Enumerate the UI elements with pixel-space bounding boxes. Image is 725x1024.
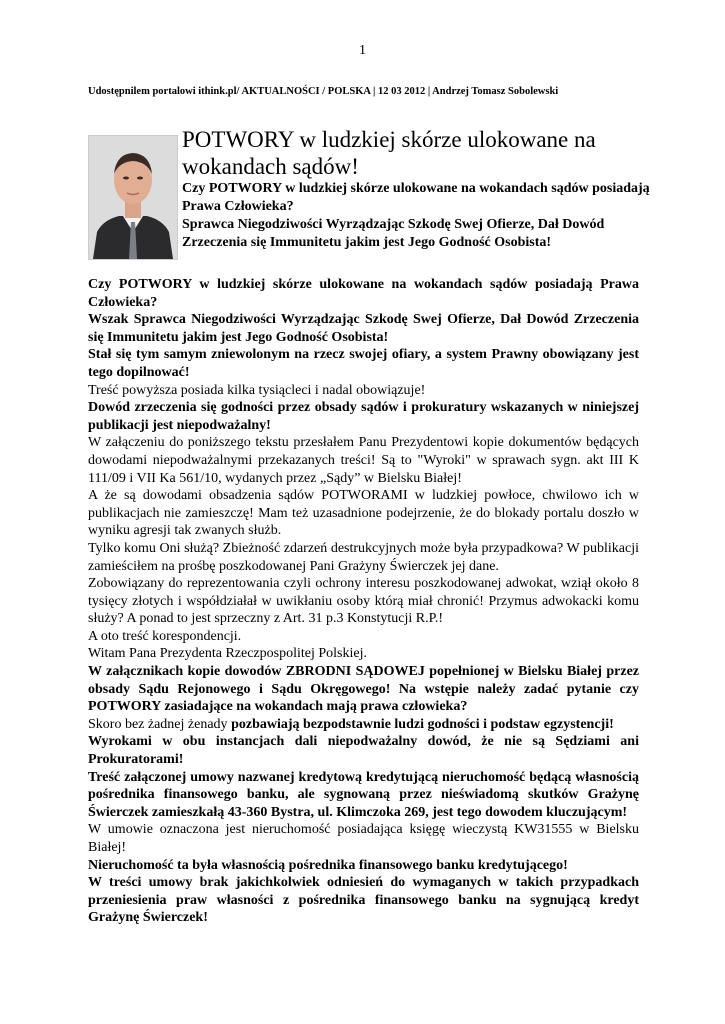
publication-meta-line: Udostępnilem portalowi ithink.pl/ AKTUALNOŚCI / POLSKA | 12 03 2012 | Andrzej Tomasz Sobolewski xyxy=(88,86,559,97)
article-body xyxy=(88,276,639,927)
page-number: 1 xyxy=(359,43,366,58)
body-paragraph: Czy POTWORY w ludzkiej skórze ulokowane na wokandach sądów posiadają Prawa Człowieka? xyxy=(88,277,639,310)
body-paragraph: Wszak Sprawca Niegodziwości Wyrządzając Szkodę Swej Ofierze, Dał Dowód Zrzeczenia się Immunitetu jakim jest Jego Godność Osobista! xyxy=(88,312,639,345)
body-paragraph: W załącznikach kopie dowodów ZBRODNI SĄDOWEJ popełnionej w Bielsku Białej przez obsady Sądu Rejonowego i Sądu Okręgowego! Na wstępie należy zadać pytanie czy POTWORY zasiadające na wokandach mają prawa człowieka? xyxy=(88,664,639,715)
body-paragraph: Treść załączonej umowy nazwanej kredytową kredytującą nieruchomość będącą własnością pośrednika finansowego banku, ale sygnowaną przez nieświadomą skutków Grażynę Świerczek zamieszkałą 43-360 Bystra, ul. Klimczoka 269, jest tego dowodem kluczującym! xyxy=(88,769,639,820)
author-portrait xyxy=(88,135,178,260)
body-paragraph: Dowód zrzeczenia się godności przez obsady sądów i prokuratury wskazanych w niniejszej publikacji jest niepodważalny! xyxy=(88,400,639,433)
body-paragraph: A że są dowodami obsadzenia sądów POTWORAMI w ludzkiej powłoce, chwilowo ich w publikacjach nie zamieszczę! Mam też uzasadnione podejrzenie, że do blokady portalu doszło w wyniku agresji tak zwanych służb. xyxy=(88,488,639,539)
body-paragraph: A oto treść korespondencji. xyxy=(88,628,242,644)
body-paragraph: W treści umowy brak jakichkolwiek odniesień do wymaganych w takich przypadkach przeniesienia praw własności z pośrednika finansowego banku na sygnującą kredyt Grażynę Świerczek! xyxy=(88,875,639,926)
body-paragraph: W umowie oznaczona jest nieruchomość posiadająca księgę wieczystą KW31555 w Bielsku Białej! xyxy=(88,822,639,855)
headline-subtitle: Sprawca Niegodziwości Wyrządzając Szkodę Swej Ofierze, Dał Dowód Zrzeczenia się Immunitetu jakim jest Jego Godność Osobista! xyxy=(182,217,605,250)
body-paragraph: Zobowiązany do reprezentowania czyli ochrony interesu poszkodowanej adwokat, wziął około 8 tysięcy złotych i współdziałał w uwikłaniu osoby którą miał chronić! Przymus adwokacki komu służy? A ponad to jest sprzeczny z Art. 31 p.3 Konstytucji R.P.! xyxy=(88,576,639,627)
body-paragraph: W załączeniu do poniższego tekstu przesłałem Panu Prezydentowi kopie dokumentów będących dowodami niepodważalnymi przekazanych treści! Są to "Wyroki" w sprawach sygn. akt III K 111/09 i VII Ka 561/10, wydanych przez „Sądy” w Bielsku Białej! xyxy=(88,435,639,486)
headline-block xyxy=(182,126,652,252)
body-paragraph: Tylko komu Oni służą? Zbieżność zdarzeń destrukcyjnych może była przypadkowa? W publikacji zamieściłem na prośbę poszkodowanej Pani Grażyny Świerczek jej dane. xyxy=(88,540,639,574)
paragraph-emphasis: pozbawiają bezpodstawnie ludzi godności i podstaw egzystencji! xyxy=(231,716,614,732)
article-title: POTWORY w ludzkiej skórze ulokowane na wokandach sądów! xyxy=(182,127,596,179)
body-paragraph: Wyrokami w obu instancjach dali niepodważalny dowód, że nie są Sędziami ani Prokuratorami! xyxy=(88,734,639,768)
body-paragraph: Nieruchomość ta była własnością pośrednika finansowego banku kredytującego! xyxy=(88,857,568,873)
paragraph-lead: Skoro bez żadnej żenady xyxy=(88,716,232,732)
body-paragraph: Witam Pana Prezydenta Rzeczpospolitej Polskiej. xyxy=(88,646,367,662)
body-paragraph: Treść powyższa posiada kilka tysiącleci i nadal obowiązuje! xyxy=(88,382,426,398)
body-paragraph: Stał się tym samym zniewolonym na rzecz swojej ofiary, a system Prawny obowiązany jest tego dopilnować! xyxy=(88,347,639,380)
headline-subtitle: Czy POTWORY w ludzkiej skórze ulokowane na wokandach sądów posiadają Prawa Człowieka? xyxy=(182,181,650,214)
body-paragraph xyxy=(88,716,639,734)
